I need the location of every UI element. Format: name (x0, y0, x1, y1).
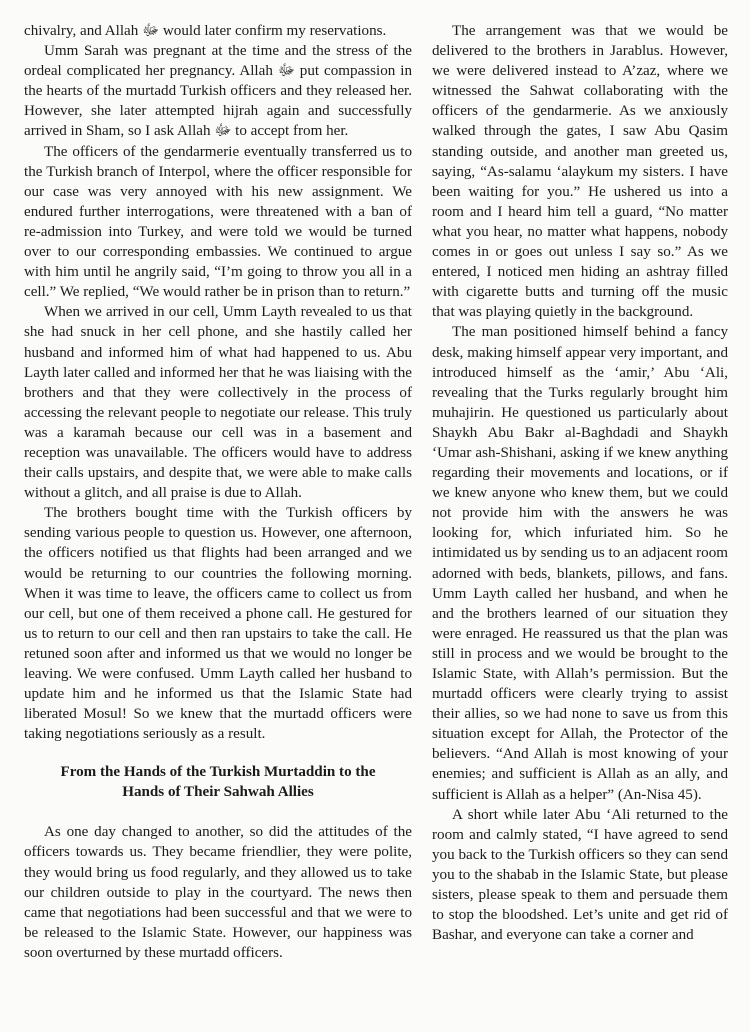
section-heading-line: Hands of Their Sahwah Allies (122, 784, 314, 801)
section-heading-line: From the Hands of the Turkish Murtaddin to the (60, 764, 376, 781)
paragraph: chivalry, and Allah ﷻ would later confirm my reservations. (24, 23, 387, 39)
paragraph: When we arrived in our cell, Umm Layth revealed to us that she had snuck in her cell phone, and she hastily called her husband and informed him of what had happened to us. Abu Layth later called and informed her that he was liaising with the brothers and that they were collectively in the process of accessing the relevant people to negotiate our release. This truly was a karamah because our cell was in a basement and reception was unavailable. The officers would have to address their calls upstairs, and despite that, we were able to make calls without a glitch, and all praise is due to Allah. (24, 304, 412, 502)
paragraph: The officers of the gendarmerie eventually transferred us to the Turkish branch of Interpol, where the officer responsible for our case was very annoyed with his new assignment. We endured further interrogations, were threatened with a ban of re-admission into Turkey, and were told we would be turned over to our corresponding embassies. We continued to argue with him until he angrily said, “I’m going to throw you all in a cell.” We replied, “We would rather be in prison than to return.” (24, 143, 412, 301)
section-heading (24, 762, 412, 802)
paragraph: The man positioned himself behind a fancy desk, making himself appear very important, and introduced himself as the ‘amir,’ Abu ‘Ali, revealing that the Turks regularly brought him muhajirin. He questioned us particularly about Shaykh Abu Bakr al-Baghdadi and Shaykh ‘Umar ash-Shishani, asking if we knew anything regarding their movements and locations, or if we knew anyone who knew them, but we could not provide him with the answers he was looking for, which infuriated him. So he intimidated us by sending us to an adjacent room adorned with beds, blankets, pillows, and fans. Umm Layth called her husband, and when he and the brothers learned of our situation they were enraged. He reassured us that the plan was still in process and we would be brought to the Islamic State, with Allah’s permission. But the murtadd officers were clearly trying to assist their allies, so we had none to save us from this situation except for Allah, the Protector of the believers. “And Allah is most knowing of your enemies; and sufficient is Allah as an ally, and sufficient is Allah as a helper” (An-Nisa 45). (432, 324, 728, 803)
right-column (432, 21, 728, 945)
paragraph: Umm Sarah was pregnant at the time and the stress of the ordeal complicated her pregnancy. Allah ﷻ put compassion in the hearts of the murtadd Turkish officers and they released her. However, she later attempted hijrah again and successfully arrived in Sham, so I ask Allah ﷻ to accept from her. (24, 43, 412, 140)
paragraph: The arrangement was that we would be delivered to the brothers in Jarablus. However, we were delivered instead to A’zaz, where we witnessed the Sahwat collaborating with the officers of the gendarmerie. As we anxiously walked through the gates, I saw Abu Qasim standing outside, and another man greeted us, saying, “As-salamu ‘alaykum my sisters. I have been waiting for you.” He ushered us into a room and I heard him tell a guard, “No matter what you hear, no matter what happens, nobody comes in or goes out unless I say so.” As we entered, I noticed men hiding an ashtray filled with cigarette butts and turning off the music that was playing quietly in the background. (432, 23, 728, 321)
paragraph: As one day changed to another, so did the attitudes of the officers towards us. They became friendlier, they were polite, they would bring us food regularly, and they allowed us to take our children outside to play in the courtyard. The news then came that negotiations had been successful and that we were to be released to the Islamic State. However, our happiness was soon overturned by these murtadd officers. (24, 824, 412, 961)
paragraph: A short while later Abu ‘Ali returned to the room and calmly stated, “I have agreed to send you back to the Turkish officers so they can send you to the shabab in the Islamic State, but please sisters, please speak to them and persuade them to stop the bloodshed. Let’s unite and get rid of Bashar, and everyone can take a corner and (432, 806, 728, 944)
left-column (24, 21, 412, 963)
paragraph: The brothers bought time with the Turkish officers by sending various people to question us. However, one afternoon, the officers notified us that flights had been arranged and we would be returning to our countries the following morning. When it was time to leave, the officers came to collect us from our cell, but one of them received a phone call. He gestured for us to return to our cell and then ran upstairs to take the call. He retuned soon after and informed us that we would no longer be leaving. We were confused. Umm Layth called her husband to update him and he informed us that the Islamic State had liberated Mosul! So we knew that the murtadd officers were taking negotiations seriously as a result. (24, 505, 412, 743)
